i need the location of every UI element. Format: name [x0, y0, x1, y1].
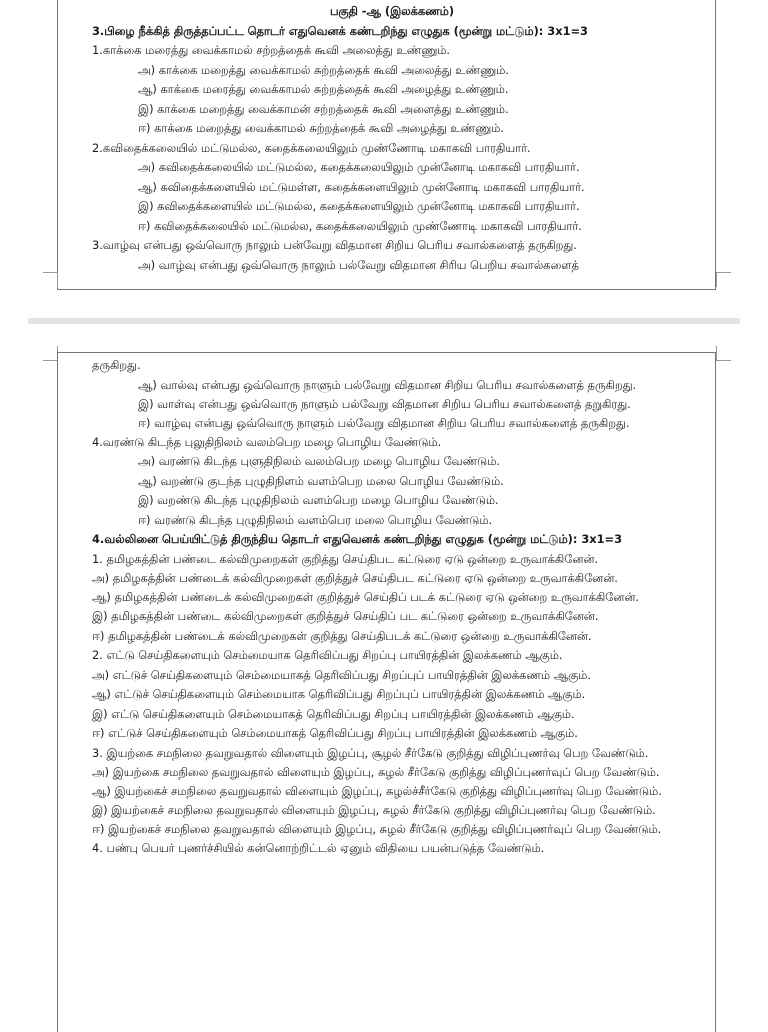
text-line: ஈ) இயற்கைச் சமநிலை தவறுவதால் விளையும் இழப்பு, சுழல் சீர்கேடு குறித்து விழிப்புணர்வுப் பெற வேண்டும். — [92, 821, 662, 836]
text-line: ஈ) எட்டுச் செய்திகளையும் செம்மையாகத் தெரிவிப்பது சிறப்பு பாயிரத்தின் இலக்கணம் ஆகும். — [92, 726, 578, 740]
text-line: அ) வரண்டு கிடந்த புளுதிநிலம் வலம்பெற மழை பொழிய வேண்டும். — [138, 454, 501, 468]
page-1-text — [92, 2, 692, 275]
text-line: இ) வாள்வு என்பது ஒவ்வொரு நாளும் பல்வேறு விதமான சிறிய பெரிய சவால்களைத் தறுகிரது. — [138, 396, 631, 411]
text-line: 2.கவிதைக்கலையில் மட்டுமல்ல, கதைக்கலையிலும் முண்ணோடி மகாகவி பாரதியார். — [92, 140, 531, 155]
text-line: ஈ) தமிழகத்தின் பண்டைக் கல்விமுறைகள் குறித்து செய்திபடக் கட்டுரை ஒன்றை உருவாக்கினேன். — [92, 628, 592, 643]
text-line: அ) தமிழகத்தின் பண்டைக் கல்விமுறைகள் குறித்துச் செய்திபட கட்டுரை ஏடு ஒன்றை உருவாக்கினேன். — [92, 571, 618, 585]
text-line: 3.வாழ்வு என்பது ஒவ்வொரு நாலும் பன்வேறு விதமான சிறிய பெரிய சவால்களைத் தருகிறது. — [92, 238, 577, 252]
text-line: 4. பண்பு பெயர் புணர்ச்சியில் கன்னொற்றிட்டல் ஏனும் விதியை பயன்படுத்த வேண்டும். — [92, 840, 545, 855]
text-line: ஆ) வால்வு என்பது ஒவ்வொரு நாளும் பல்வேறு விதமான சிறிய பெரிய சவால்களைத் தருகிறது. — [138, 377, 637, 392]
page-corner-mark — [716, 272, 731, 287]
page-corner-mark — [43, 346, 58, 361]
text-line: 2. எட்டு செய்திகளையும் செம்மையாக தெரிவிப்பது சிறப்பு பாயிரத்தின் இலக்கணம் ஆகும். — [92, 648, 563, 662]
text-line: அ) கவிதைக்கலையில் மட்டுமல்ல, கதைக்கலையிலும் முன்னோடி மகாகவி பாரதியார். — [138, 160, 580, 174]
text-line: இ) எட்டு செய்திகளையும் செம்மையாகத் தெரிவிப்பது சிறப்பு பாயிரத்தின் இலக்கணம் ஆகும். — [92, 706, 575, 721]
text-line: 4.வரண்டு கிடந்த புலுதிநிலம் வலம்பெற மழை பொழிய வேண்டும். — [92, 434, 442, 449]
text-line: தருகிறது. — [92, 358, 141, 372]
text-line: ஆ) எட்டுச் செய்திகளையும் செம்மையாக தெரிவிப்பது சிறப்புப் பாயிரத்தின் இலக்கணம் ஆகும். — [92, 687, 586, 701]
text-line: இ) காக்கை மறைத்து வைக்காமன் சற்றத்தைக் கூவி அளைத்து உண்ணும். — [138, 101, 509, 116]
text-line: 4.வல்லினை பெய்யிட்டுத் திருந்திய தொடர் எதுவெனக் கண்டறிந்து எழுதுக (மூன்று மட்டும்): 3x1=3 — [92, 532, 623, 546]
text-line: 1.காக்கை மரைத்து வைக்காமல் சற்றத்தைக் கூவி அலைத்து உண்ணும். — [92, 43, 451, 57]
page-separator — [28, 318, 740, 324]
text-line: ஆ) வறண்டு குடந்த புழுதிநிளம் வளம்பெற மலை பொழிய வேண்டும். — [138, 473, 504, 488]
text-line: 3.பிழை நீக்கித் திருத்தப்பட்ட தொடர் எதுவெனக் கண்டறிந்து எழுதுக (மூன்று மட்டும்): 3x1=3 — [92, 23, 588, 38]
page-corner-mark — [716, 346, 731, 361]
text-line: 1. தமிழகத்தின் பண்டை கல்விமுறைகள் குறித்து செய்திபட கட்டுரை ஏடு ஒன்றை உருவாக்கினேன். — [92, 551, 599, 566]
text-line: இ) இயற்கைச் சமநிலை தவறுவதால் விளையும் இழப்பு, சுழல் சீர்கேடு குறித்து விழிப்புணர்வு பெற வேண்டும். — [92, 802, 656, 817]
text-line: ஈ) வரண்டு கிடந்த புழுதிநிலம் வளம்பெர மலை பொழிய வேண்டும். — [138, 512, 493, 527]
text-line: ஆ) இயற்கைச் சமநிலை தவறுவதால் விளையும் இழப்பு, சுழல்ச்சீர்கேடு குறித்து விழிப்புணர்வு பெற வேண்டும். — [92, 783, 662, 798]
text-line: ஈ) காக்கை மறைத்து வைக்காமல் சுற்றத்தைக் கூவி அழைத்து உண்ணும். — [138, 121, 504, 135]
text-line: ஆ) காக்கை மரைத்து வைக்காமல் சுற்றத்தைக் கூவி அழைத்து உண்ணும். — [138, 82, 509, 96]
text-line: ஈ) வாழ்வு என்பது ஒவ்வொரு நாளும் பல்வேறு விதமான சிறிய பெரிய சவால்களைத் தருகிறது. — [138, 415, 630, 430]
text-line: அ) எட்டுச் செய்திகளையும் செம்மையாகத் தெரிவிப்பது சிறப்புப் பாயிரத்தின் இலக்கணம் ஆகும். — [92, 667, 591, 682]
text-line: அ) இயற்கை சமநிலை தவறுவதால் விளையும் இழப்பு, சுழல் சீர்கேடு குறித்து விழிப்புணர்வுப் பெற வேண்டும். — [92, 764, 660, 779]
text-line: பகுதி -ஆ (இலக்கணம்) — [329, 4, 455, 18]
text-line: அ) காக்கை மறைத்து வைக்காமல் சுற்றத்தைக் கூவி அலைத்து உண்ணும். — [138, 62, 509, 77]
page-corner-mark — [43, 272, 58, 287]
text-line: 3. இயற்கை சமநிலை தவறுவதால் விளையும் இழப்பு, சூழல் சீர்கேடு குறித்து விழிப்புணர்வு பெற வேண்டும். — [92, 745, 649, 760]
text-line: ஆ) கவிதைக்களையில் மட்டுமள்ள, கதைக்களையிலும் முன்னோடி மகாகவி பாரதியார். — [138, 179, 585, 194]
text-line: இ) கவிதைக்களையில் மட்டுமல்ல, கதைக்களையிலும் முன்னோடி மகாகவி பாரதியார். — [138, 199, 580, 213]
text-line: ஆ) தமிழகத்தின் பண்டைக் கல்விமுறைகள் குறித்துச் செய்திப் படக் கட்டுரை ஏடு ஒன்றை உருவாக்கினேன். — [92, 590, 640, 604]
text-line: இ) தமிழகத்தின் பண்டை கல்விமுறைகள் குறித்துச் செய்திப் பட கட்டுரை ஒன்றை உருவாக்கினேன். — [92, 609, 599, 623]
text-line: அ) வாழ்வு என்பது ஒவ்வொரு நாலும் பல்வேறு விதமான சிரிய பெறிய சவால்களைத் — [138, 257, 579, 272]
text-line: இ) வறண்டு கிடந்த புழுதிநிலம் வளம்பெற மழை பொழிய வேண்டும். — [138, 493, 499, 507]
page-2-text — [92, 356, 692, 858]
text-line: ஈ) கவிதைக்கலையில் மட்டுமல்ல, கதைக்கலையிலும் முண்ணோடி மகாகவி பாரதியார். — [138, 218, 582, 233]
